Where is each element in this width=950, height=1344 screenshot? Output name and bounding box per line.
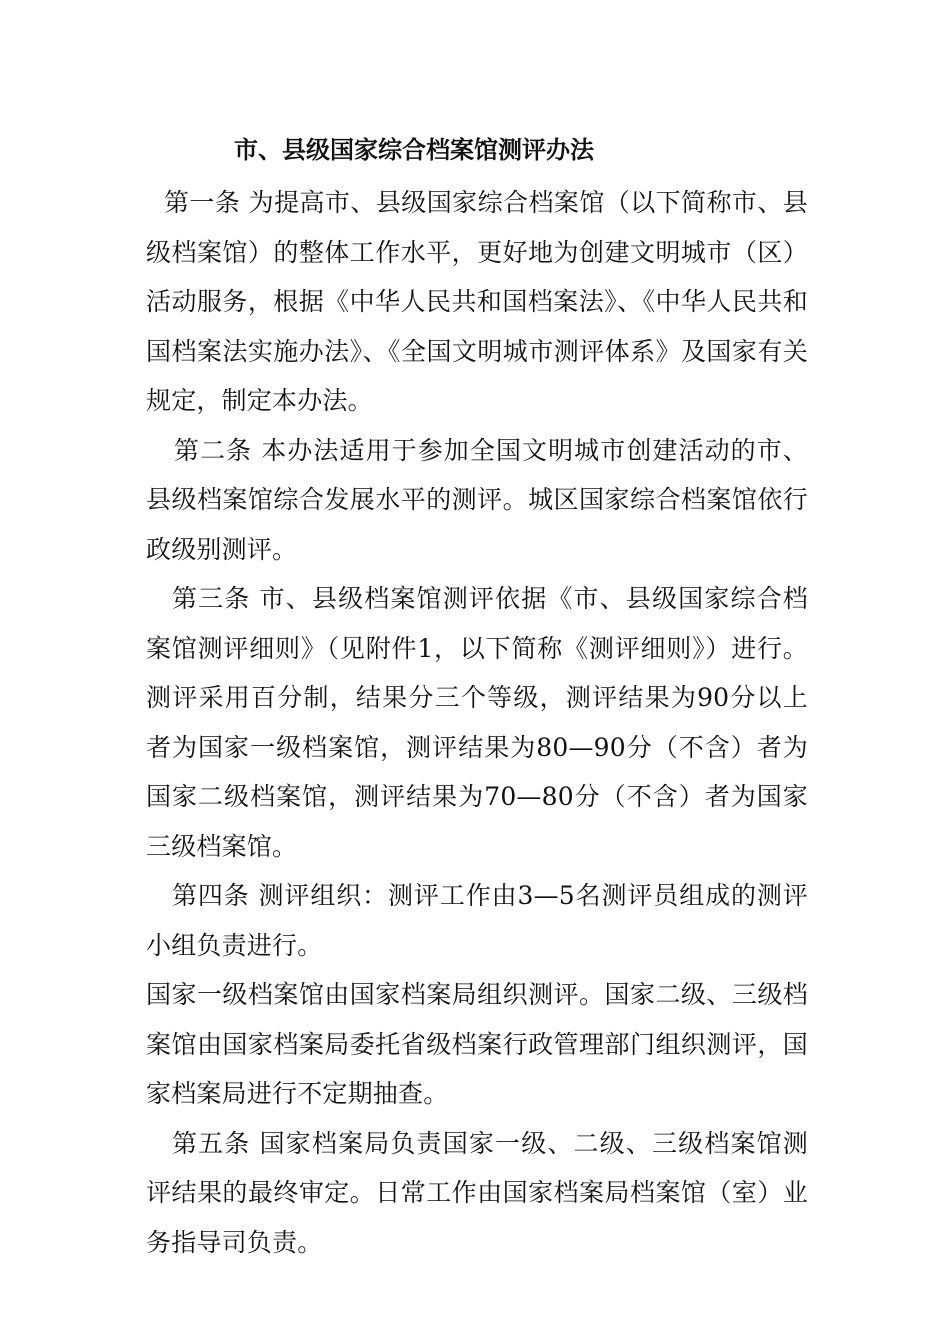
article-2-paragraph: 第二条 本办法适用于参加全国文明城市创建活动的市、县级档案馆综合发展水平的测评。城区国家综合档案馆依行政级别测评。 bbox=[146, 435, 808, 564]
document-title: 市、县级国家综合档案馆测评办法 bbox=[234, 135, 594, 164]
article-4-paragraph: 第四条 测评组织：测评工作由3—5名测评员组成的测评小组负责进行。 bbox=[146, 881, 808, 960]
article-3-paragraph: 第三条 市、县级档案馆测评依据《市、县级国家综合档案馆测评细则》（见附件1，以下简称《测评细则》）进行。测评采用百分制，结果分三个等级，测评结果为90分以上者为国家一级档案馆，测评结果为80—90分（不含）者为国家二级档案馆，测评结果为70—80分（不含）者为国家三级档案馆。 bbox=[146, 584, 808, 861]
article-4-continuation-paragraph: 国家一级档案馆由国家档案局组织测评。国家二级、三级档案馆由国家档案局委托省级档案行政管理部门组织测评，国家档案局进行不定期抽查。 bbox=[146, 980, 808, 1108]
document-page bbox=[146, 128, 808, 1267]
article-1-paragraph: 第一条 为提高市、县级国家综合档案馆（以下简称市、县级档案馆）的整体工作水平，更好地为创建文明城市（区）活动服务，根据《中华人民共和国档案法》、《中华人民共和国档案法实施办法》、《全国文明城市测评体系》及国家有关规定，制定本办法。 bbox=[146, 188, 808, 415]
article-5-paragraph: 第五条 国家档案局负责国家一级、二级、三级档案馆测评结果的最终审定。日常工作由国家档案局档案馆（室）业务指导司负责。 bbox=[146, 1128, 808, 1257]
